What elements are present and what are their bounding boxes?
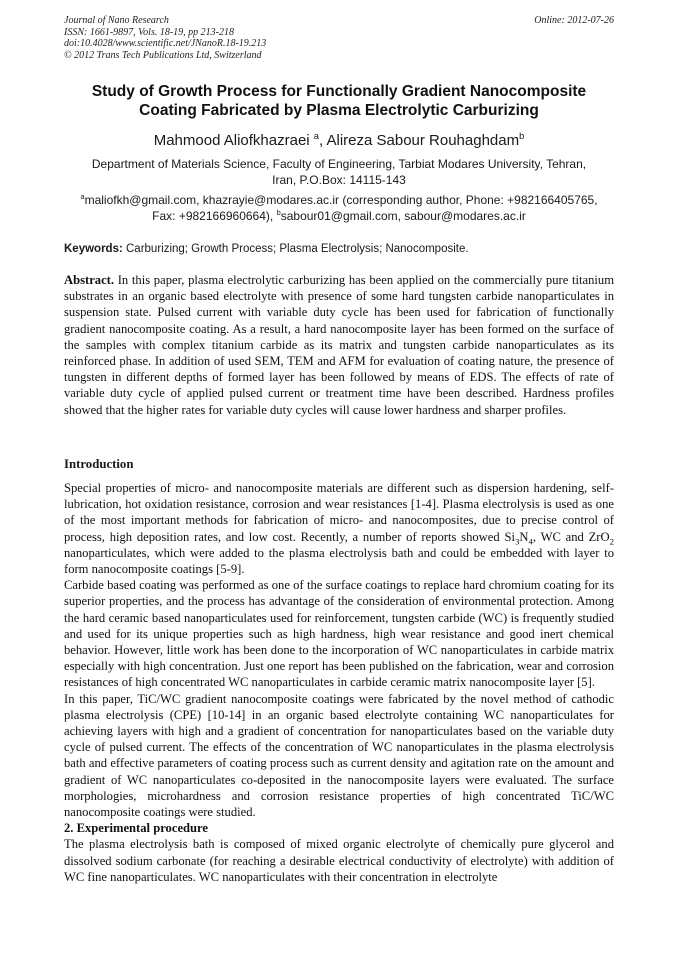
doi-line: doi:10.4028/www.scientific.net/JNanoR.18-19.213 (64, 38, 267, 49)
si-subscript: 3 (514, 536, 520, 547)
author-1: Mahmood Aliofkhazraei (153, 132, 310, 149)
intro-paragraph-1 (64, 480, 614, 577)
keywords-label: Keywords: (64, 243, 123, 255)
affiliation (60, 157, 618, 188)
intro-p1-text-b: , WC and ZrO (532, 529, 610, 544)
intro-paragraph-2: Carbide based coating was performed as one of the surface coatings to replace hard chromium coating for its superior properties, and the process has advantage of the consideration of environmental protection. Among the hard ceramic based nanoparticulates used for reinforcement, tungsten carbide (WC) is frequently studied and used for its unique properties such as high hardness, high wear resistance and good inert chemical behavior. However, little work has been done to the incorporation of WC nanoparticulates in carbide matrix especially with high concentration. Just one report has been published on the fabrication, wear and corrosion resistances of high concentrated WC nanoparticulates in carbide ceramic matrix nanocomposite layer [5]. (64, 578, 614, 690)
author-2: Alireza Sabour Rouhaghdam (326, 132, 520, 149)
keywords-text: Carburizing; Growth Process; Plasma Electrolysis; Nanocomposite. (122, 243, 469, 255)
author-1-affil-mark: a (313, 131, 319, 141)
title-line-1: Study of Growth Process for Functionally Gradient Nanocomposite (91, 83, 587, 100)
introduction-body (64, 480, 614, 885)
experimental-paragraph-1: The plasma electrolysis bath is composed of mixed organic electrolyte of chemically pure glycerol and dissolved sodium carbonate (for reaching a desirable electrical conductivity of electrolyte) with addition of WC fine nanoparticulates. WC nanoparticulates with their concentration in electrolyte (64, 837, 614, 884)
affiliation-line-1: Department of Materials Science, Faculty of Engineering, Tarbiat Modares University, Tehran, (91, 157, 587, 171)
intro-p1-text-a: Special properties of micro- and nanocomposite materials are different such as dispersion hardening, self-lubrication, hot oxidation resistance, corrosion and wear resistances [1-4]. Plasma electrolysis is used as one of the most important methods for fabrication of micro- and nanocomposites, due to precise control of process, high deposition rates, and low cost. Recently, a number of reports showed Si (64, 481, 614, 544)
title-line-2: Coating Fabricated by Plasma Electrolytic Carburizing (139, 102, 539, 119)
journal-name: Journal of Nano Research (64, 15, 169, 26)
copyright-line: © 2012 Trans Tech Publications Ltd, Switzerland (64, 49, 262, 61)
email-mark-a: a (80, 192, 85, 201)
n-subscript: 4 (528, 536, 533, 547)
issn-line: ISSN: 1661-9897, Vols. 18-19, pp 213-218 (64, 26, 234, 38)
abstract-text: In this paper, plasma electrolytic carburizing has been applied on the commercially pure titanium substrates in an organic based electrolyte with presence of some hard tungsten carbide nanoparticulates in suspension state. Pulsed current with variable duty cycle has been used for fabrication of functionally gradient nanocomposite coating. As a result, a hard nanocomposite layer has been formed on the surface of the samples with complex titanium carbide as its matrix and tungsten carbide nanoparticulates as its reinforced phase. In addition of used SEM, TEM and AFM for evaluation of coating nature, the presence of tungsten in different depths of formed layer has been followed by means of EDS. The effects of rate of variable duty cycle of applied pulsed current or treatment time have been described. Hardness profiles showed that the higher rates for variable duty cycles will cause lower hardness and sharper profiles. (64, 273, 614, 417)
author-separator: , (318, 132, 327, 149)
intro-p1-n: N (519, 529, 529, 544)
online-date: Online: 2012-07-26 (534, 15, 614, 26)
intro-paragraph-3: In this paper, TiC/WC gradient nanocomposite coatings were fabricated by the novel method of cathodic plasma electrolysis (CPE) [10-14] in an organic based electrolyte containing WC nanoparticulates for achieving layers with high and a gradient of concentration for nanoparticulates based on the variable duty cycle of pulsed current. The effects of the concentration of WC nanoparticulates in the plasma electrolysis bath and effective parameters of coating process such as current density and agitation rate on the amount and gradient of WC nanoparticulates co-deposited in the nanocomposite layers were evaluated. The surface morphologies, microhardness and corrosion resistance properties of high concentrated TiC/WC nanocomposite coatings were studied. (64, 691, 614, 820)
introduction-heading: Introduction (64, 457, 134, 471)
abstract-label: Abstract. (64, 273, 115, 287)
email-line-2b: sabour01@gmail.com, sabour@modares.ac.ir (280, 208, 526, 223)
affiliation-line-2: Iran, P.O.Box: 14115-143 (272, 172, 406, 187)
paper-title (40, 82, 638, 120)
email-line-2a: Fax: +982166960664), (152, 208, 277, 223)
keywords (64, 242, 614, 257)
journal-header (64, 15, 614, 61)
zro-subscript: 2 (609, 536, 614, 547)
email-line-1: maliofkh@gmail.com, khazrayie@modares.ac.ir (corresponding author, Phone: +982166405765, (84, 193, 598, 207)
email-mark-b: b (276, 207, 281, 217)
abstract (64, 272, 614, 418)
author-2-affil-mark: b (519, 131, 525, 141)
experimental-heading: 2. Experimental procedure (64, 821, 208, 836)
intro-p1-text-c: nanoparticulates, which were added to the plasma electrolysis bath and could be embedded with layer to form nanocomposite coatings [5-9]. (64, 545, 614, 577)
author-list (40, 132, 638, 150)
contact-emails (60, 193, 618, 224)
